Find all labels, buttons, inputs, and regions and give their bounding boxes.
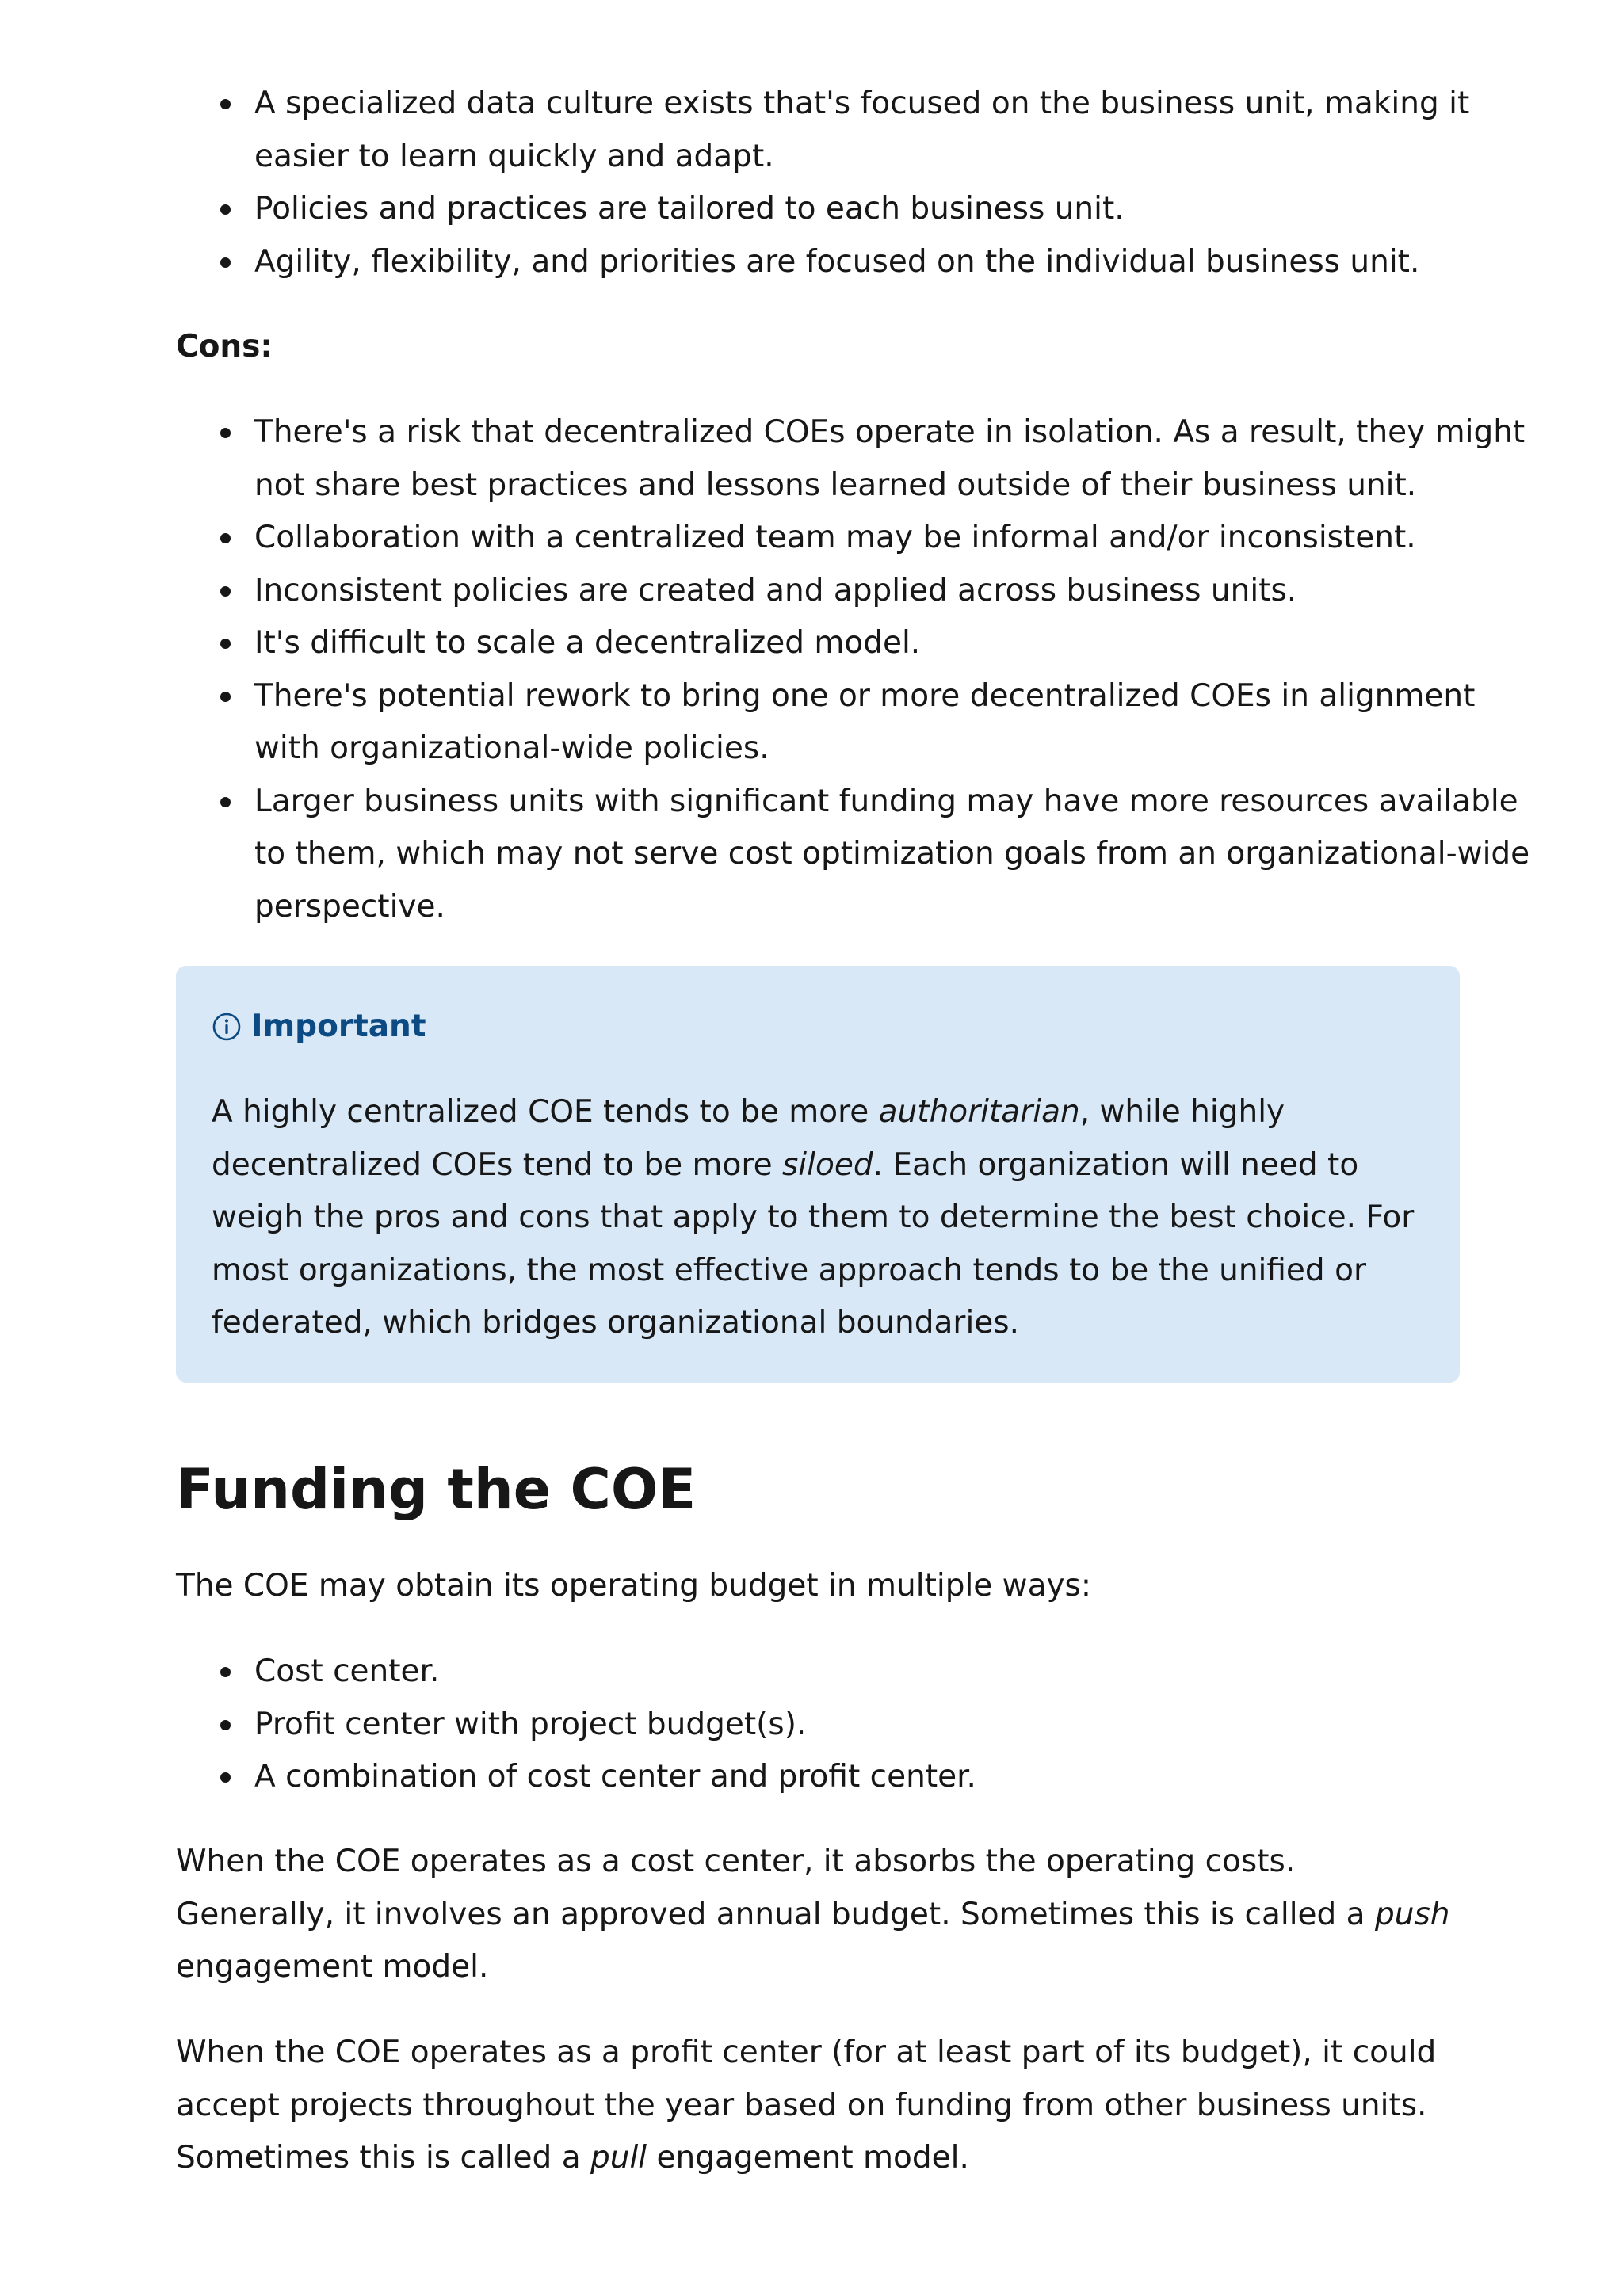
paragraph-text: engagement model. <box>176 1949 489 1985</box>
emphasis-push: push <box>1374 1896 1450 1932</box>
list-item: Agility, flexibility, and priorities are focused on the individual business unit. <box>254 236 1538 289</box>
profit-center-paragraph <box>176 2027 1460 2185</box>
list-item: Larger business units with significant funding may have more resources available to them, which may not serve cost optimization goals from an organizational-wide perspective. <box>254 776 1538 934</box>
list-item: A specialized data culture exists that's focused on the business unit, making it easier to learn quickly and adapt. <box>254 78 1538 183</box>
list-item: Profit center with project budget(s). <box>254 1699 1538 1752</box>
paragraph-text: When the COE operates as a profit center (for at least part of its budget), it could accept projects throughout the year based on funding from other business units. Sometimes this is called a <box>176 2035 1437 2176</box>
important-callout <box>176 966 1460 1383</box>
callout-text-1: A highly centralized COE tends to be more <box>212 1094 879 1130</box>
cons-label: Cons: <box>176 329 273 364</box>
paragraph-text: When the COE operates as a cost center, it absorbs the operating costs. Generally, it involves an approved annual budget. Sometimes this is called a <box>176 1844 1375 1932</box>
list-item: Policies and practices are tailored to each business unit. <box>254 183 1538 236</box>
list-item: Inconsistent policies are created and applied across business units. <box>254 565 1538 618</box>
paragraph-text: engagement model. <box>647 2140 969 2176</box>
funding-intro: The COE may obtain its operating budget in multiple ways: <box>176 1568 1092 1604</box>
list-item: Cost center. <box>254 1646 1538 1699</box>
pros-list <box>176 78 1538 288</box>
callout-emphasis-2: siloed <box>781 1146 873 1183</box>
cost-center-paragraph <box>176 1836 1460 1994</box>
list-item: There's a risk that decentralized COEs operate in isolation. As a result, they might not share best practices and lessons learned outside of their business unit. <box>254 406 1538 512</box>
emphasis-pull: pull <box>590 2140 647 2176</box>
funding-list <box>176 1646 1538 1804</box>
section-heading: Funding the COE <box>176 1457 697 1522</box>
list-item: It's difficult to scale a decentralized model. <box>254 617 1538 670</box>
list-item: A combination of cost center and profit center. <box>254 1751 1538 1804</box>
callout-text <box>212 1086 1425 1350</box>
info-icon <box>212 1012 242 1042</box>
callout-text-2: , while highly decentralized COEs tend to be more <box>212 1094 1285 1183</box>
callout-header <box>212 1001 1425 1053</box>
callout-emphasis-1: authoritarian <box>878 1094 1080 1130</box>
callout-text-3: . Each organization will need to weigh the pros and cons that apply to them to determine the best choice. For most organizations, the most effective approach tends to be the unified or federated, which bridges organizational boundaries. <box>212 1146 1415 1341</box>
list-item: Collaboration with a centralized team may be informal and/or inconsistent. <box>254 512 1538 565</box>
callout-title: Important <box>251 1009 426 1044</box>
list-item: There's potential rework to bring one or more decentralized COEs in alignment with organizational-wide policies. <box>254 670 1538 776</box>
cons-list <box>176 406 1538 933</box>
